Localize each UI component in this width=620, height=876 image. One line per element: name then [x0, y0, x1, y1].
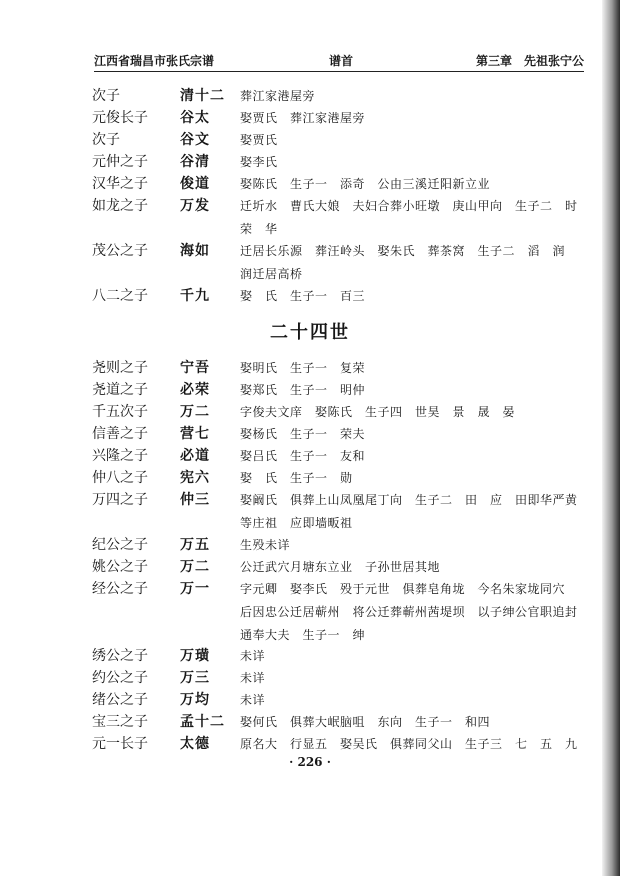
- entry-relation: 元一长子: [92, 736, 148, 752]
- description-line: 未详: [240, 693, 266, 707]
- entry-name: 万发: [180, 198, 210, 214]
- entry-relation: 千五次子: [92, 404, 148, 420]
- entry-description: [240, 445, 587, 468]
- entry-description: [240, 285, 587, 308]
- entry-description: [240, 689, 587, 712]
- entry-description: [240, 129, 587, 152]
- description-line: 后因忠公迁居蕲州 将公迁葬蕲州茜堤坝 以子绅公官职追封: [240, 605, 578, 619]
- genealogy-entry: [92, 240, 587, 286]
- description-line: 通奉大夫 生子一 绅: [240, 628, 366, 642]
- entry-description: [240, 423, 587, 446]
- description-line: 娶明氏 生子一 复荣: [240, 361, 366, 375]
- entry-relation: 茂公之子: [92, 243, 148, 259]
- entry-relation: 姚公之子: [92, 559, 148, 575]
- entry-relation: 元俊长子: [92, 110, 148, 126]
- entry-name: 孟十二: [180, 714, 225, 730]
- description-line: 娶何氏 俱葬大岷脑咀 东向 生子一 和四: [240, 715, 491, 729]
- entry-name: 万璜: [180, 648, 210, 664]
- entry-name: 太德: [180, 736, 210, 752]
- description-line: 等庄祖 应即墙畈祖: [240, 516, 353, 530]
- genealogy-entry: [92, 556, 587, 579]
- header-chapter: 第三章 先祖张宁公: [475, 54, 584, 68]
- header-book-title: 江西省瑞昌市张氏宗谱: [94, 54, 215, 68]
- entry-description: [240, 85, 587, 108]
- entry-relation: 绪公之子: [92, 692, 148, 708]
- entry-relation: 约公之子: [92, 670, 148, 686]
- entry-name: 必道: [180, 448, 210, 464]
- genealogy-entry: [92, 285, 587, 308]
- entry-name: 营七: [180, 426, 210, 442]
- entry-name: 万均: [180, 692, 210, 708]
- genealogy-entry: [92, 151, 587, 174]
- entry-name: 清十二: [180, 88, 225, 104]
- description-line: 葬江家港屋旁: [240, 89, 316, 103]
- entry-description: [240, 489, 587, 535]
- genealogy-entry: [92, 645, 587, 668]
- genealogy-entry: [92, 195, 587, 241]
- description-line: 公迁武穴月塘东立业 子孙世居其地: [240, 560, 441, 574]
- entry-relation: 次子: [92, 132, 120, 148]
- entry-relation: 宝三之子: [92, 714, 148, 730]
- entry-description: [240, 711, 587, 734]
- entry-description: [240, 173, 587, 196]
- genealogy-entry: [92, 578, 587, 647]
- genealogy-entry: [92, 445, 587, 468]
- entry-name: 万一: [180, 581, 210, 597]
- entry-relation: 兴隆之子: [92, 448, 148, 464]
- entry-name: 仲三: [180, 492, 210, 508]
- genealogy-entry: [92, 379, 587, 402]
- genealogy-entry: [92, 401, 587, 424]
- entry-description: [240, 578, 587, 647]
- description-line: 娶李氏: [240, 155, 278, 169]
- entry-name: 宪六: [180, 470, 210, 486]
- entry-relation: 汉华之子: [92, 176, 148, 192]
- entry-name: 千九: [180, 288, 210, 304]
- entry-relation: 纪公之子: [92, 537, 148, 553]
- genealogy-entry: [92, 489, 587, 535]
- entry-name: 谷文: [180, 132, 210, 148]
- entry-relation: 绣公之子: [92, 648, 148, 664]
- entry-name: 万五: [180, 537, 210, 553]
- description-line: 迁圻水 曹氏大娘 夫妇合葬小旺墩 庚山甲向 生子二 时: [240, 199, 578, 213]
- entry-description: [240, 467, 587, 490]
- page-number: · 226 ·: [289, 755, 331, 769]
- entry-name: 万三: [180, 670, 210, 686]
- entry-name: 海如: [180, 243, 210, 259]
- entry-relation: 八二之子: [92, 288, 148, 304]
- genealogy-entry: [92, 733, 587, 756]
- genealogy-entry: [92, 173, 587, 196]
- description-line: 未详: [240, 671, 266, 685]
- description-line: 原名大 行显五 娶吴氏 俱葬同父山 生子三 七 五 九: [240, 737, 578, 751]
- genealogy-entry: [92, 689, 587, 712]
- entry-description: [240, 379, 587, 402]
- genealogy-entry: [92, 85, 587, 108]
- generation-title: 二十四世: [270, 322, 350, 343]
- genealogy-entry: [92, 467, 587, 490]
- entry-relation: 次子: [92, 88, 120, 104]
- entry-description: [240, 401, 587, 424]
- header-section: 谱首: [329, 54, 354, 68]
- genealogy-entry: [92, 667, 587, 690]
- entry-description: [240, 733, 587, 756]
- entry-description: [240, 645, 587, 668]
- description-line: 娶阚氏 俱葬上山凤凰尾丁向 生子二 田 应 田即华严黄: [240, 493, 578, 507]
- description-line: 字俊夫文庠 娶陈氏 生子四 世昊 景 晟 晏: [240, 405, 516, 419]
- entry-name: 必荣: [180, 382, 210, 398]
- entry-description: [240, 195, 587, 241]
- description-line: 字元卿 娶李氏 殁于元世 俱葬皂角垅 今名朱家垅同穴: [240, 582, 566, 596]
- entry-description: [240, 151, 587, 174]
- description-line: 娶吕氏 生子一 友和: [240, 449, 366, 463]
- description-line: 娶陈氏 生子一 添奇 公由三溪迁阳新立业: [240, 177, 491, 191]
- book-spine-shadow: [602, 0, 620, 876]
- genealogy-entry: [92, 107, 587, 130]
- entry-relation: 尧则之子: [92, 360, 148, 376]
- entry-description: [240, 107, 587, 130]
- entry-name: 谷太: [180, 110, 210, 126]
- entry-relation: 仲八之子: [92, 470, 148, 486]
- entry-relation: 信善之子: [92, 426, 148, 442]
- entry-relation: 如龙之子: [92, 198, 148, 214]
- description-line: 娶 氏 生子一 勋: [240, 471, 353, 485]
- entry-description: [240, 534, 587, 557]
- entry-relation: 经公之子: [92, 581, 148, 597]
- running-header: [94, 50, 584, 70]
- description-line: 娶杨氏 生子一 荣夫: [240, 427, 366, 441]
- description-line: 荣 华: [240, 222, 278, 236]
- description-line: 娶 氏 生子一 百三: [240, 289, 366, 303]
- entry-description: [240, 556, 587, 579]
- entry-relation: 尧道之子: [92, 382, 148, 398]
- entry-relation: 万四之子: [92, 492, 148, 508]
- genealogy-entry: [92, 129, 587, 152]
- description-line: 娶贾氏 葬江家港屋旁: [240, 111, 366, 125]
- entry-name: 谷清: [180, 154, 210, 170]
- description-line: 未详: [240, 649, 266, 663]
- entry-name: 万二: [180, 404, 210, 420]
- genealogy-entry: [92, 357, 587, 380]
- entry-name: 俊道: [180, 176, 210, 192]
- entry-name: 万二: [180, 559, 210, 575]
- entry-relation: 元仲之子: [92, 154, 148, 170]
- description-line: 生殁未详: [240, 538, 291, 552]
- description-line: 迁居长乐源 葬汪岭头 娶朱氏 葬茶窝 生子二 滔 润: [240, 244, 566, 258]
- entry-name: 宁吾: [180, 360, 210, 376]
- genealogy-entry: [92, 711, 587, 734]
- entry-description: [240, 240, 587, 286]
- description-line: 娶贾氏: [240, 133, 278, 147]
- entry-description: [240, 667, 587, 690]
- genealogy-entry: [92, 423, 587, 446]
- description-line: 娶郑氏 生子一 明仲: [240, 383, 366, 397]
- header-rule: [94, 71, 584, 72]
- description-line: 润迁居高桥: [240, 267, 303, 281]
- entry-description: [240, 357, 587, 380]
- genealogy-entry: [92, 534, 587, 557]
